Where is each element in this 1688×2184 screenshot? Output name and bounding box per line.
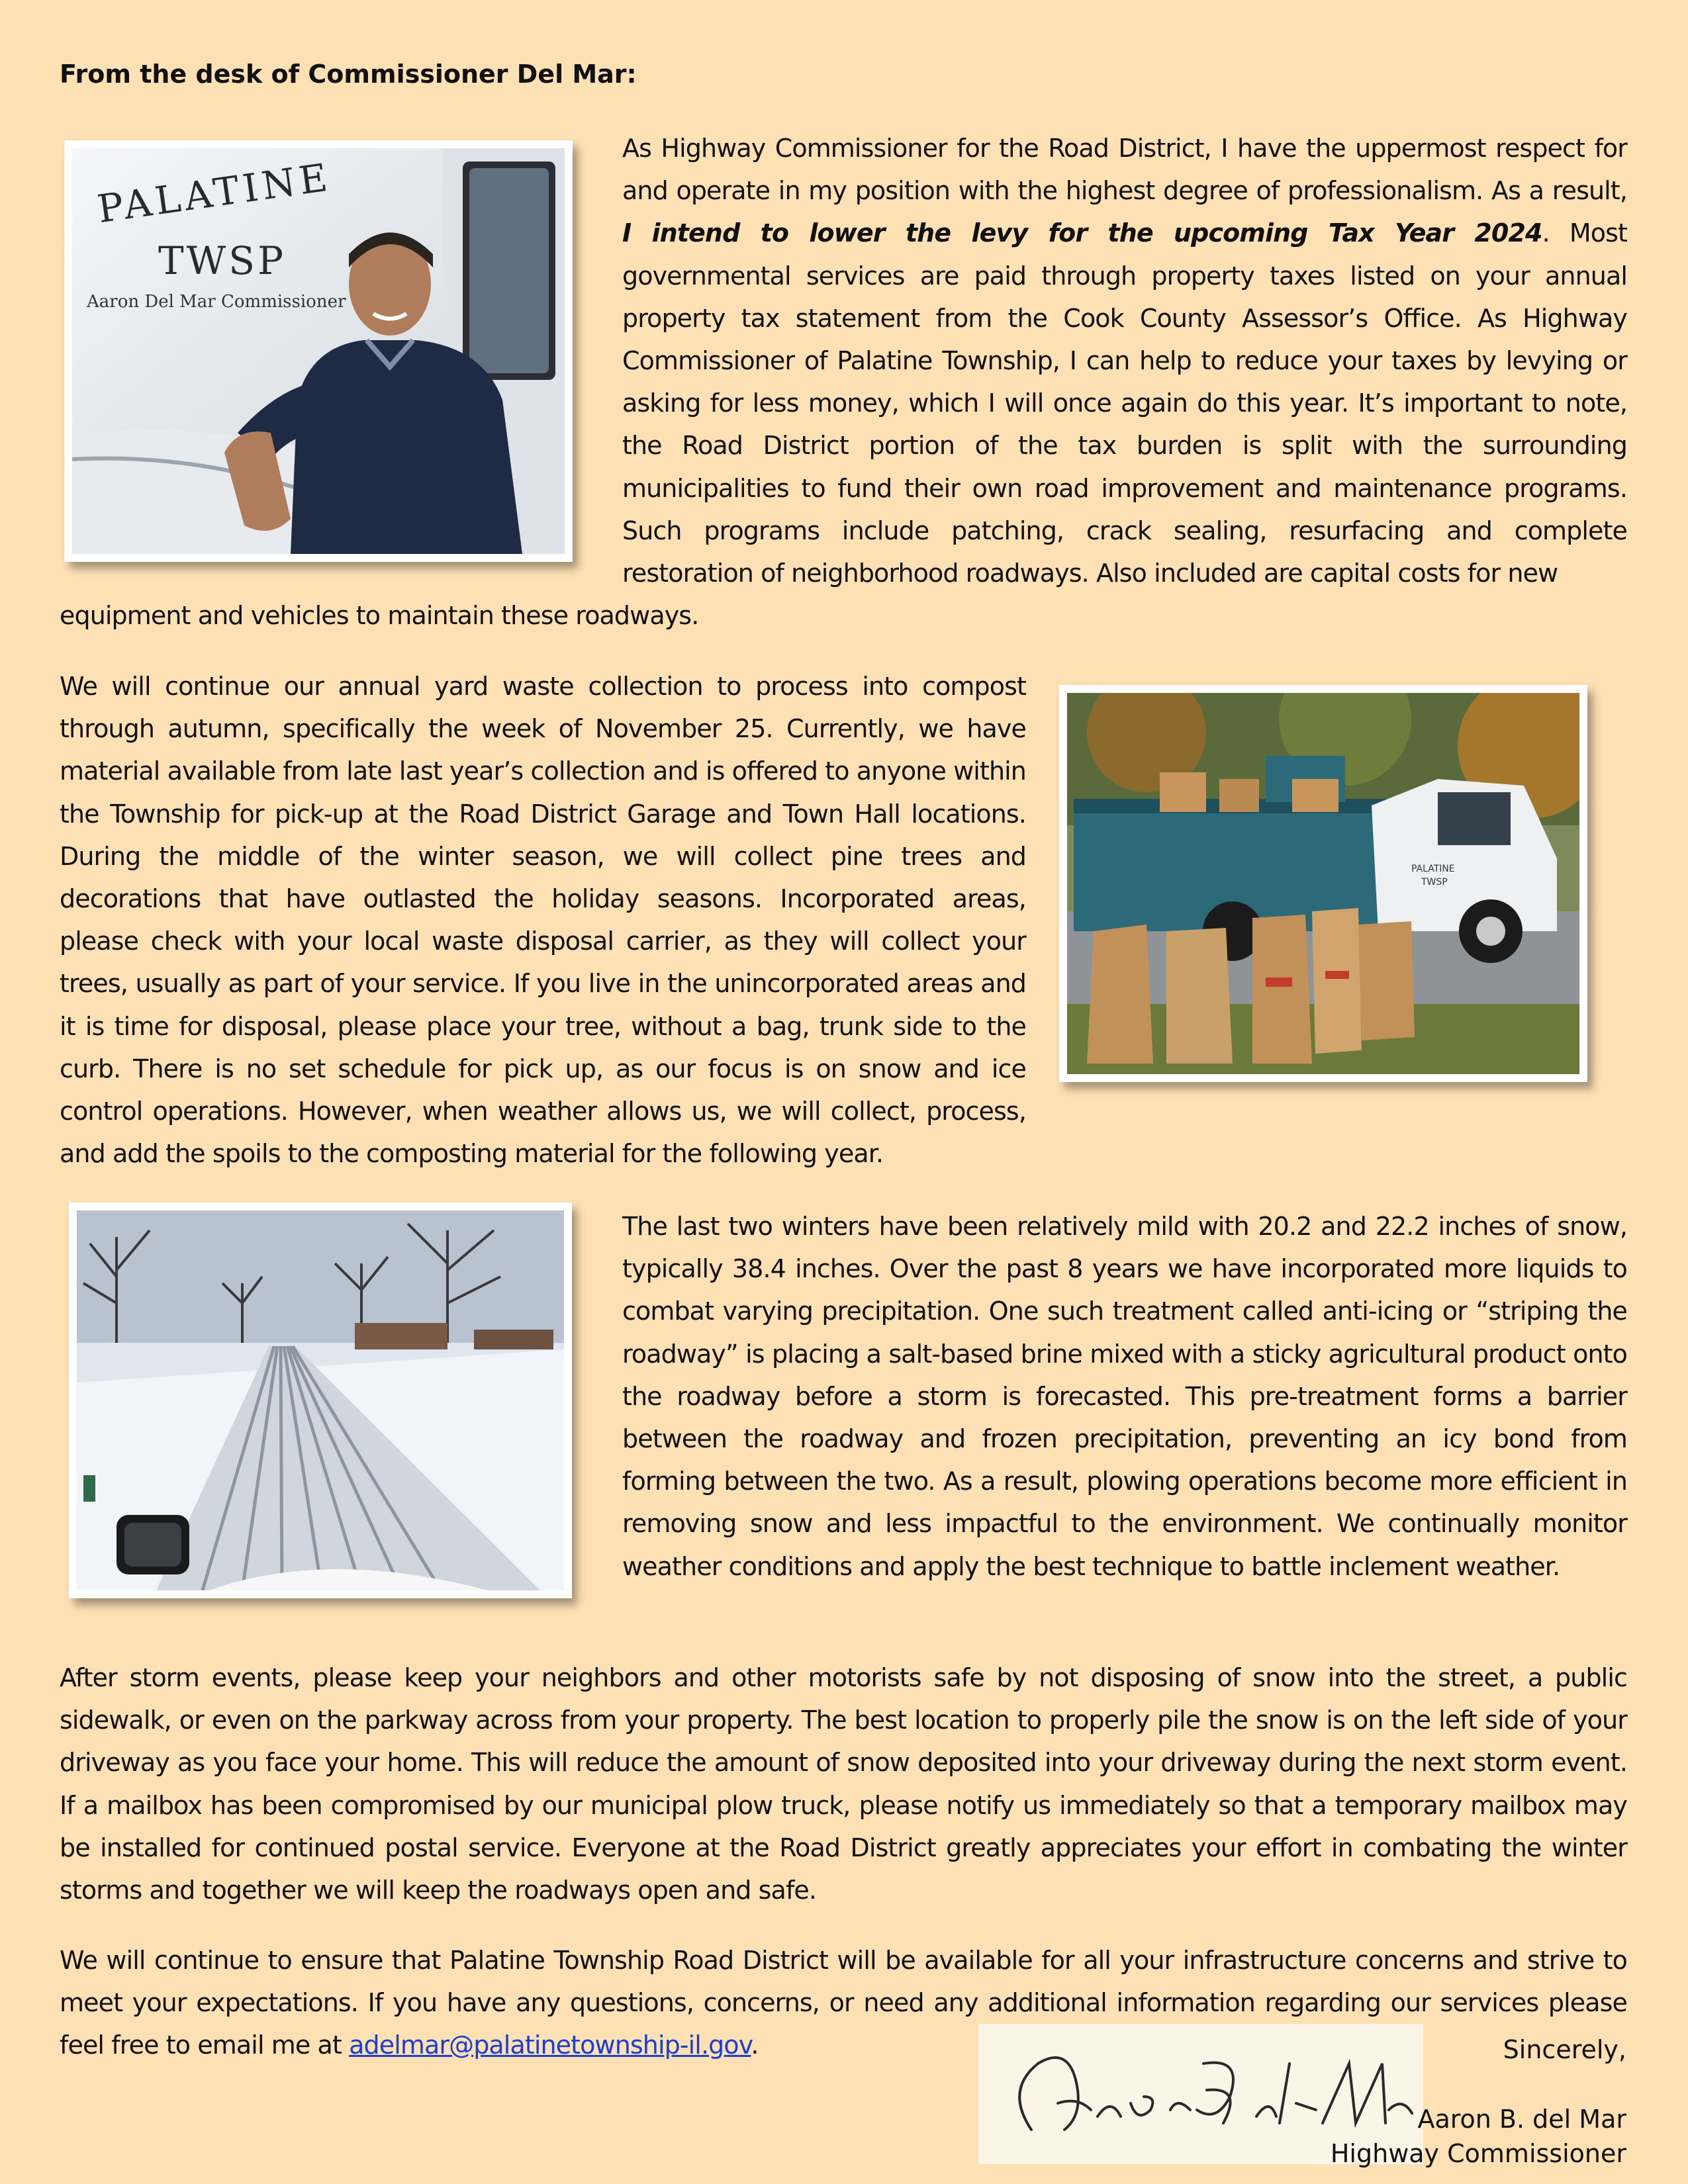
- paragraph-contact-text: We will continue to ensure that Palatine Township Road District will be available for all your infrastructure concerns and strive to meet your expectations. If you have any questions, concerns, or need any additional information regarding our services please feel free to email me at: [60, 1946, 1627, 2060]
- paragraph-yard-waste: We will continue our annual yard waste collection to process into compost through autumn, specifically the week of November 25. Currently, we have material available from late last year’s collection and is offered to anyone within the Township for pick-up at the Road District Garage and Town Hall locations. During the middle of the winter season, we will collect pine trees and decorations that have outlasted the holiday seasons. Incorporated areas, please check with your local waste disposal carrier, as they will collect your trees, usually as part of your service. If you live in the unincorporated areas and it is time for disposal, please place your tree, without a bag, trunk side to the curb. There is no set schedule for pick up, as our focus is on snow and ice control operations. However, when weather allows us, we will collect, process, and add the spoils to the composting material for the following year.: [60, 672, 1026, 1169]
- truck-door-twsp: TWSP: [1421, 877, 1448, 887]
- paragraph-contact-end: .: [751, 2030, 759, 2060]
- yard-waste-truck-image: [1067, 693, 1579, 1074]
- truck-lettering-commissioner: Aaron Del Mar Commissioner: [87, 292, 346, 312]
- signer-name: Aaron B. del Mar: [1417, 2105, 1626, 2134]
- commissioner-photo-image: [72, 148, 565, 554]
- signer-title: Highway Commissioner: [1330, 2139, 1626, 2168]
- paragraph-levy-text-a: As Highway Commissioner for the Road District, I have the uppermost respect for and operate in my position with the highest degree of professionalism. As a result,: [622, 134, 1627, 206]
- paragraph-levy-text-b: . Most governmental services are paid through property taxes listed on your annual property tax statement from the Cook County Assessor’s Office. As Highway Commissioner of Palatine Township, I can help to reduce your taxes by levying or asking for less money, which I will once again do this year. It’s important to note, the Road District portion of the tax burden is split with the surrounding municipalities to fund their own road improvement and maintenance programs. Such programs include patching, crack sealing, resurfacing and complete restoration of neighborhood roadways. Also included are capital costs for new: [622, 218, 1627, 588]
- commissioner-photo: [64, 140, 573, 562]
- snowy-road-photo: [69, 1203, 572, 1598]
- levy-emphasis: I intend to lower the levy for the upcoming Tax Year 2024: [622, 218, 1542, 248]
- truck-lettering-palatine: PALATINE: [95, 154, 334, 232]
- letter-heading: From the desk of Commissioner Del Mar:: [60, 60, 637, 89]
- paragraph-levy-continued: equipment and vehicles to maintain these roadways.: [60, 601, 699, 630]
- paragraph-winter-liquids: The last two winters have been relatively mild with 20.2 and 22.2 inches of snow, typically 38.4 inches. Over the past 8 years we have incorporated more liquids to combat varying precipitation. One such treatment called anti-icing or “striping the roadway” is placing a salt-based brine mixed with a sticky agricultural product onto the roadway before a storm is forecasted. This pre-treatment forms a barrier between the roadway and frozen precipitation, preventing an icy bond from forming between the two. As a result, plowing operations become more efficient in removing snow and less impactful to the environment. We continually monitor weather conditions and apply the best technique to battle inclement weather.: [622, 1212, 1627, 1581]
- yard-waste-truck-photo: [1059, 685, 1587, 1082]
- email-link[interactable]: adelmar@palatinetownship-il.gov: [349, 2030, 751, 2060]
- truck-door-palatine: PALATINE: [1411, 864, 1455, 874]
- paragraph-snow-disposal: After storm events, please keep your neighbors and other motorists safe by not disposing of snow into the street, a public sidewalk, or even on the parkway across from your property. The best location to properly pile the snow is on the left side of your driveway as you face your home. This will reduce the amount of snow deposited into your driveway during the next storm event. If a mailbox has been compromised by our municipal plow truck, please notify us immediately so that a temporary mailbox may be installed for continued postal service. Everyone at the Road District greatly appreciates your effort in combating the winter storms and together we will keep the roadways open and safe.: [60, 1663, 1627, 1905]
- truck-lettering-twsp: TWSP: [158, 238, 287, 283]
- closing-sincerely: Sincerely,: [1503, 2035, 1626, 2064]
- paragraph-levy: [622, 127, 1627, 594]
- snowy-road-image: [77, 1210, 564, 1590]
